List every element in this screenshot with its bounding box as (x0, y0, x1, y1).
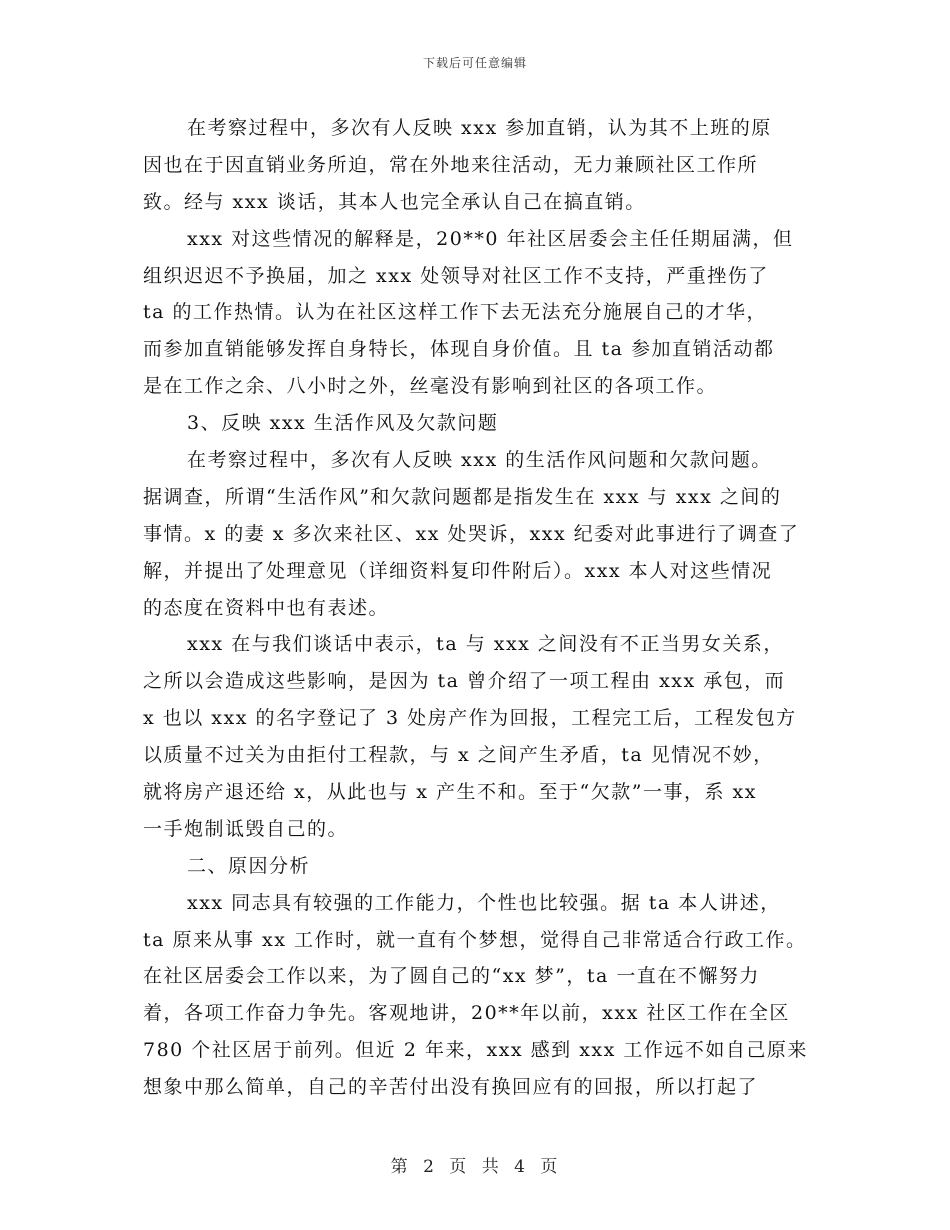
text-line: 组织迟迟不予换届，加之 xxx 处领导对社区工作不支持，严重挫伤了 (143, 264, 769, 287)
text-line: 致。经与 xxx 谈话，其本人也完全承认自己在搞直销。 (143, 190, 646, 213)
text-line: 在考察过程中，多次有人反映 xxx 的生活作风问题和欠款问题。 (187, 449, 772, 472)
text-line: 而参加直销能够发挥自身特长，体现自身价值。且 ta 参加直销活动都 (143, 338, 775, 361)
text-line: 想象中那么简单，自己的辛苦付出没有换回应有的回报，所以打起了 (143, 1076, 759, 1099)
text-line: 就将房产退还给 x，从此也与 x 产生不和。至于“欠款”一事，系 xx (143, 781, 757, 804)
text-line: 因也在于因直销业务所迫，常在外地来往活动，无力兼顾社区工作所 (143, 153, 759, 176)
text-line: 是在工作之余、八小时之外，丝毫没有影响到社区的各项工作。 (143, 375, 718, 398)
text-line: 的态度在资料中也有表述。 (143, 596, 390, 619)
text-line: 一手炮制诋毁自己的。 (143, 817, 349, 840)
text-line: 之所以会造成这些影响，是因为 ta 曾介绍了一项工程由 xxx 承包，而 (143, 670, 786, 693)
text-line: 据调查，所谓“生活作风”和欠款问题都是指发生在 xxx 与 xxx 之间的 (143, 485, 782, 508)
text-line: 在社区居委会工作以来，为了圆自己的“xx 梦”，ta 一直在不懈努力 (143, 965, 760, 988)
text-line: 780 个社区居于前列。但近 2 年来，xxx 感到 xxx 工作远不如自己原来 (143, 1039, 808, 1062)
text-line: ta 的工作热情。认为在社区这样工作下去无法充分施展自己的才华， (143, 301, 768, 324)
text-line: xxx 在与我们谈话中表示，ta 与 xxx 之间没有不正当男女关系， (187, 633, 784, 656)
section-heading: 二、原因分析 (187, 854, 311, 877)
text-line: 以质量不过关为由拒付工程款，与 x 之间产生矛盾，ta 见情况不妙， (143, 744, 774, 767)
text-line: 解，并提出了处理意见（详细资料复印件附后）。xxx 本人对这些情况 (143, 559, 773, 582)
text-line: xxx 同志具有较强的工作能力，个性也比较强。据 ta 本人讲述， (187, 891, 781, 914)
text-line: 在考察过程中，多次有人反映 xxx 参加直销，认为其不上班的原 (187, 117, 772, 139)
page-header: 下载后可任意编辑 (422, 56, 527, 70)
section-heading: 3、反映 xxx 生活作风及欠款问题 (187, 412, 499, 435)
text-line: xxx 对这些情况的解释是，20**0 年社区居委会主任任期届满，但 (187, 227, 794, 250)
text-line: 事情。x 的妻 x 多次来社区、xx 处哭诉，xxx 纪委对此事进行了调查了 (143, 522, 800, 545)
document-body (143, 110, 813, 1106)
text-line: 着，各项工作奋力争先。客观地讲，20**年以前，xxx 社区工作在全区 (143, 1002, 790, 1025)
page-footer: 第 2 页 共 4 页 (390, 1157, 560, 1177)
text-line: x 也以 xxx 的名字登记了 3 处房产作为回报，工程完工后，工程发包方 (143, 707, 797, 730)
text-line: ta 原来从事 xx 工作时，就一直有个梦想，觉得自己非常适合行政工作。 (143, 928, 807, 951)
